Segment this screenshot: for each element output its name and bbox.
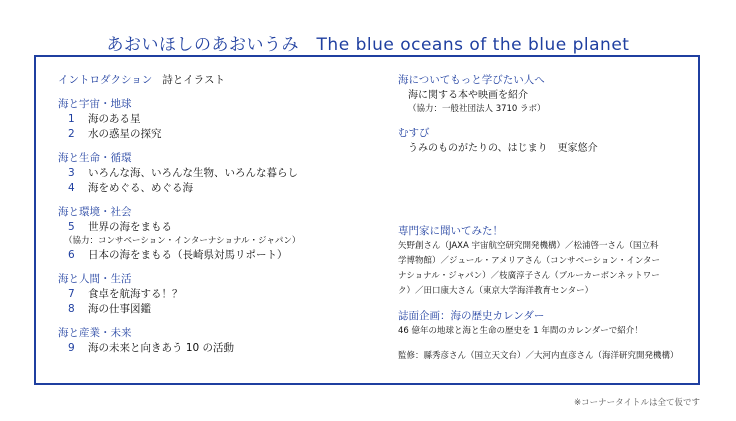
intro-text: 詩とイラスト	[162, 74, 225, 86]
list-item	[58, 166, 388, 181]
section-life-cycle	[58, 151, 388, 196]
section-title: 海と生命・循環	[58, 152, 132, 164]
intro-row	[58, 73, 388, 88]
list-item	[58, 181, 388, 196]
list-item	[58, 302, 388, 317]
page-title: あおいほしのあおいうみ The blue oceans of the blue planet	[106, 35, 630, 55]
section-title: 海と産業・未来	[58, 327, 132, 339]
item-text: 食卓を航海する！？	[88, 288, 183, 300]
list-item	[58, 287, 388, 302]
item-number: 4	[68, 182, 75, 194]
item-text: 日本の海をまもる（長崎県対馬リポート）	[88, 249, 288, 261]
item-text: 海をめぐる、めぐる海	[88, 182, 193, 194]
contents-frame	[34, 55, 700, 385]
right-column	[398, 73, 690, 364]
item-number: 8	[68, 303, 75, 315]
musubi-title: むすび	[398, 127, 430, 139]
item-text: 水の惑星の探究	[88, 128, 162, 140]
experts-line: ク）／田口康大さん（東京大学海洋教育センター）	[398, 286, 594, 296]
calendar-title: 誌面企画：海の歴史カレンダー	[398, 310, 545, 322]
item-text: 世界の海をまもる	[88, 221, 172, 233]
item-note: （協力：コンサベーション・インターナショナル・ジャパン）	[64, 236, 301, 246]
experts-title: 専門家に聞いてみた！	[398, 225, 503, 237]
item-text: 海のある星	[88, 113, 141, 125]
item-text: 海の仕事図鑑	[88, 303, 151, 315]
left-column	[58, 73, 388, 356]
list-item	[58, 220, 388, 235]
list-item	[58, 248, 388, 263]
section-human-life	[58, 272, 388, 317]
section-title: 海と人間・生活	[58, 273, 132, 285]
section-industry-future	[58, 326, 388, 356]
intro-label: イントロダクション	[58, 74, 153, 86]
item-number: 5	[68, 221, 75, 233]
experts-line: 学博物館）／ジュール・アメリアさん（コンサベーション・インター	[398, 256, 660, 266]
calendar-text: 46 億年の地球と海と生命の歴史を 1 年間のカレンダーで紹介！	[398, 326, 643, 336]
item-number: 3	[68, 167, 75, 179]
learn-more-note: （協力：一般社団法人 3710 ラボ）	[408, 104, 546, 114]
item-number: 2	[68, 128, 75, 140]
section-environment-society	[58, 205, 388, 263]
experts-line: ナショナル・ジャパン）／枝廣淳子さん（ブルーカーボンネットワー	[398, 271, 660, 281]
list-item	[58, 112, 388, 127]
section-space-earth	[58, 97, 388, 142]
list-item	[58, 341, 388, 356]
item-number: 6	[68, 249, 75, 261]
section-title: 海と環境・社会	[58, 206, 132, 218]
item-text: いろんな海、いろんな生物、いろんな暮らし	[88, 167, 298, 179]
section-title: 海と宇宙・地球	[58, 98, 132, 110]
item-number: 1	[68, 113, 75, 125]
learn-more-title: 海についてもっと学びたい人へ	[398, 74, 545, 86]
item-number: 7	[68, 288, 75, 300]
supervision-text: 監修：縣秀彦さん（国立天文台）／大河内直彦さん（海洋研究開発機構）	[398, 351, 679, 361]
item-number: 9	[68, 342, 75, 354]
item-text: 海の未来と向きあう 10 の活動	[88, 342, 235, 354]
experts-line: 矢野創さん（JAXA 宇宙航空研究開発機構）／松浦啓一さん（国立科	[398, 241, 659, 251]
list-item	[58, 127, 388, 142]
footnote: ※コーナータイトルは全て仮です	[574, 398, 700, 408]
learn-more-text: 海に関する本や映画を紹介	[408, 90, 528, 101]
musubi-text: うみのものがたりの、はじまり 更家悠介	[408, 143, 598, 154]
